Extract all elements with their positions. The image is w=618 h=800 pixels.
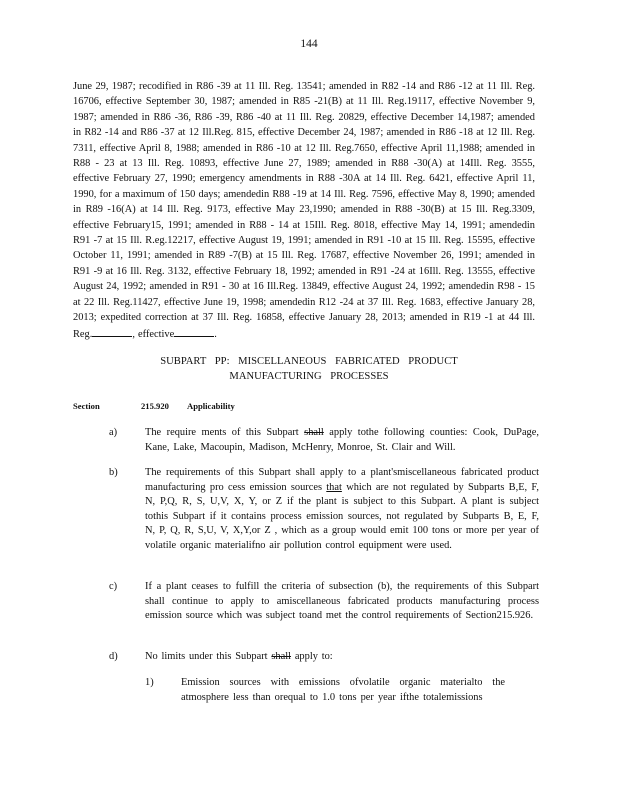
history-text: June 29, 1987; recodified in R86 -39 at 11 Ill. Reg. 13541; amended in R82 -14 and R86 -12 at 11 Ill. Reg. 16706, effective September 30, 1987; amended in R85 -21(B) at 11 Ill. Reg.19117, effective November 9, 1987; amended in R86 -36, R86 -39, R86 -40 at 11 Ill. Reg. 20829, effective December 14,1987; amended in R82 -14 and R86 -37 at 12 Ill.Reg. 815, effective December 24, 1987; amended in R86 -18 at 12 Ill. Reg. 7311, effective April 8, 1988; amended in R86 -10 at 12 Ill. Reg.7650, effective April 11,1988; amended in R88 - 23 at 13 Ill. Reg. 10893, effective June 27, 1989; amended in R88 -30(A) at 14Ill. Reg. 3555, effective February 27, 1990; emergency amendments in R88 -30A at 14 Ill. Reg. 6421, effective April 11, 1990, for a maximum of 150 days; amendedin R88 -19 at 14 Ill. Reg. 7596, effective May 8, 1990; amended in R89 -16(A) at 14 Ill. Reg. 9173, effective May 23,1990; amended in R88 -30(B) at 15 Ill. Reg.3309, effective February15, 1991; amended in R88 - 14 at 15Ill. Reg. 8018, effective May 14, 1991; amendedin R91 -7 at 15 Ill. R.eg.12217, effective August 19, 1991; amended in R91 -10 at 15 Ill. Reg. 15595, effective October 11, 1991; amended in R89 -7(B) at 15 Ill. Reg. 17687, effective November 26, 1991; amended in R91 -9 at 16 Ill. Reg. 3132, effective February 18, 1992; amended in R91 -24 at 16Ill. Reg. 13555, effective August 24, 1992; amended in R91 - 30 at 16 Ill.Reg. 13849, effective August 24, 1992; amendedin R98 - 15 at 22 Ill. Reg.11427, effective June 19, 1998; amendedin R12 -24 at 37 Ill. Reg. 1683, effective January 28, 2013; expedited correction at 37 Ill. Reg. 16858, effective January 28, 2013; amended in R19 -1 at 44 Ill. Reg.	[73, 81, 535, 340]
paragraph-b	[109, 466, 539, 554]
subitem-text: Emission sources with emissions ofvolatile organic materialto the atmosphere less than orequal to 1.0 tons per year ifthe totalemissions	[181, 677, 505, 703]
paragraph-d	[109, 650, 539, 665]
section-label: Section	[73, 401, 100, 411]
subpart-heading	[0, 355, 618, 384]
blank-line	[92, 326, 132, 337]
paragraph-label: d)	[109, 651, 118, 662]
struck-text: shall	[304, 427, 324, 438]
paragraph-label: a)	[109, 427, 118, 438]
history-mid: , effective	[132, 328, 175, 340]
paragraph-text: which are not regulated by Subparts B,E, F, N, P,Q, R, S, U,V, X, Y, or Z if the plant is subject to this Subpart. A plant is subject tothis Subpart if it contains process emission sources, not regulated by Subparts B, E, F, N, P, Q, R, S,U, V, X,Y,or Z , which as a group would emit 100 tons or more per year of volatile organic materialifno air pollution control equipment were used.	[145, 481, 539, 551]
paragraph-text: No limits under this Subpart	[145, 651, 268, 662]
paragraph-a	[109, 426, 539, 455]
subitem-1	[145, 676, 505, 705]
paragraph-text: The requirements of this Subpart shall apply to a plant'smiscellaneous fabricated product manufacturing pro cess emission sources	[145, 467, 539, 493]
subitem-label: 1)	[145, 677, 154, 688]
section-title: Applicability	[187, 401, 235, 411]
paragraph-c	[109, 580, 539, 624]
paragraph-label: b)	[109, 467, 118, 478]
paragraph-label: c)	[109, 581, 118, 592]
struck-text: shall	[271, 651, 291, 662]
paragraph-text: The require ments of this Subpart	[145, 427, 299, 438]
paragraph-text: apply to:	[294, 651, 333, 662]
subpart-heading-line1: SUBPART PP: MISCELLANEOUS FABRICATED PRODUCT	[160, 356, 458, 367]
history-end: .	[214, 328, 217, 340]
blank-line	[174, 326, 214, 337]
paragraph-text: apply tothe following counties: Cook, DuPage, Kane, Lake, Macoupin, Madison, McHenry, Monroe, St. Clair and Will.	[145, 427, 539, 453]
inserted-text: that	[326, 481, 342, 493]
amendment-history	[73, 79, 535, 342]
paragraph-text: If a plant ceases to fulfill the criteria of subsection (b), the requirements of this Subpart shall continue to apply to amiscellaneous fabricated products manufacturing process emission source which was subject toand met the control requirements of Section215.926.	[145, 581, 539, 622]
subpart-heading-line2: MANUFACTURING PROCESSES	[229, 370, 389, 382]
section-heading	[73, 401, 235, 411]
section-number: 215.920	[141, 401, 169, 411]
page-number: 144	[300, 38, 318, 50]
